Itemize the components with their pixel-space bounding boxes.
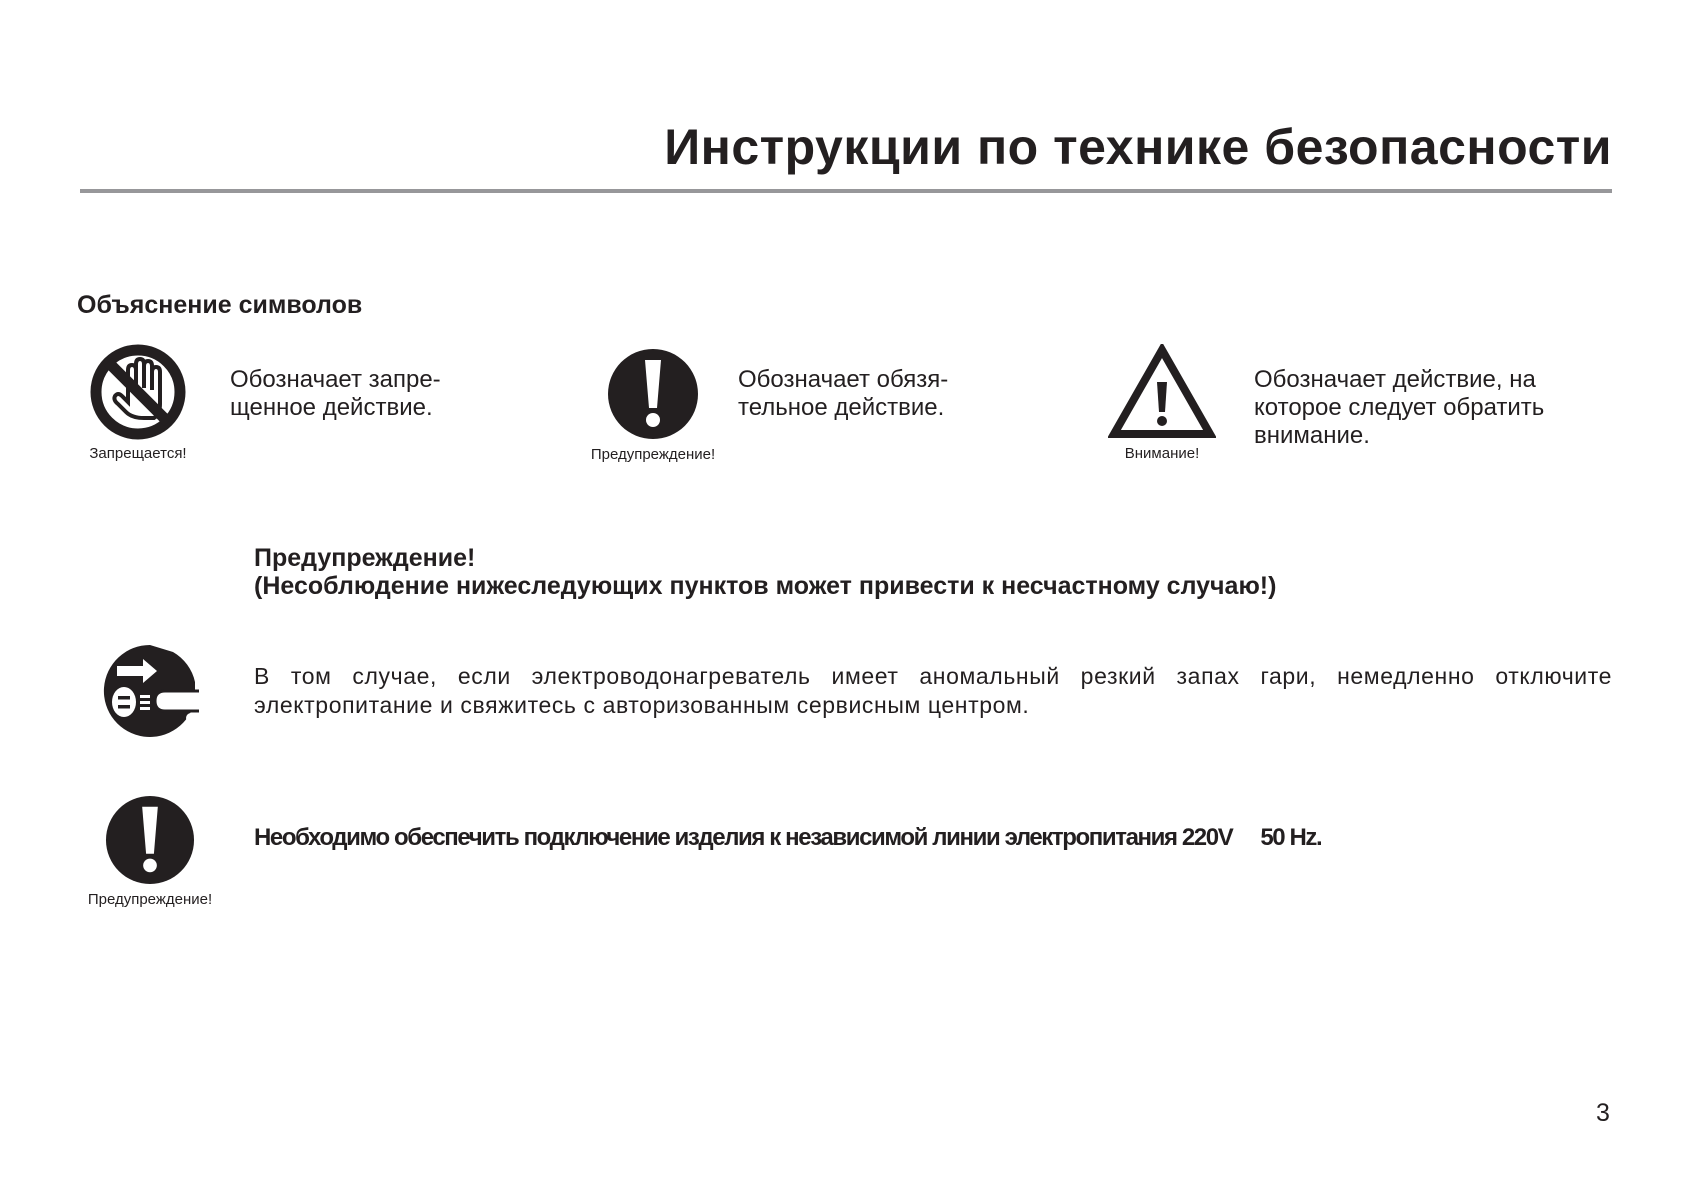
power-requirement-text: Необходимо обеспечить подключение изделия к независимой линии электропитания 220V xyxy=(254,824,1233,851)
description-line: Обозначает действие, на xyxy=(1254,366,1536,393)
warning-heading-title: Предупреждение! xyxy=(254,544,476,572)
page-number: 3 xyxy=(1596,1099,1610,1127)
power-line-requirement xyxy=(254,824,1321,852)
title-divider xyxy=(80,189,1612,193)
symbol-description-prohibited xyxy=(230,366,441,422)
description-line: которое следует обратить xyxy=(1254,394,1545,421)
symbol-label-attention: Внимание! xyxy=(1124,445,1200,462)
exclamation-circle-icon xyxy=(105,795,195,885)
warning-heading-subtitle: (Несоблюдение нижеследующих пунктов может привести к несчастному случаю!) xyxy=(254,572,1277,600)
description-line: тельное действие. xyxy=(738,394,945,421)
symbols-heading: Объяснение символов xyxy=(77,291,363,319)
prohibited-hand-icon xyxy=(88,342,188,442)
warning-heading xyxy=(254,544,1276,600)
warning-triangle-icon xyxy=(1108,344,1216,439)
symbol-description-mandatory xyxy=(738,366,948,422)
symbol-label-mandatory: Предупреждение! xyxy=(590,446,716,463)
symbol-label-prohibited: Запрещается! xyxy=(89,445,187,462)
description-line: Обозначает запре- xyxy=(230,366,441,393)
power-frequency-text: 50 Hz. xyxy=(1260,824,1322,851)
description-line: щенное действие. xyxy=(230,394,433,421)
description-line: Обозначает обязя- xyxy=(738,366,949,393)
description-line: внимание. xyxy=(1254,422,1370,449)
page-title: Инструкции по технике безопасности xyxy=(664,119,1612,175)
unplug-icon xyxy=(103,644,199,738)
warning-icon-label: Предупреждение! xyxy=(87,891,213,908)
exclamation-circle-icon xyxy=(607,348,699,440)
unplug-instruction-text: В том случае, если электроводонагреватель имеет аномальный резкий запах гари, немедленно отключите электропитание и свяжитесь с авторизованным сервисным центром. xyxy=(254,663,1612,718)
symbol-description-attention xyxy=(1254,366,1544,450)
